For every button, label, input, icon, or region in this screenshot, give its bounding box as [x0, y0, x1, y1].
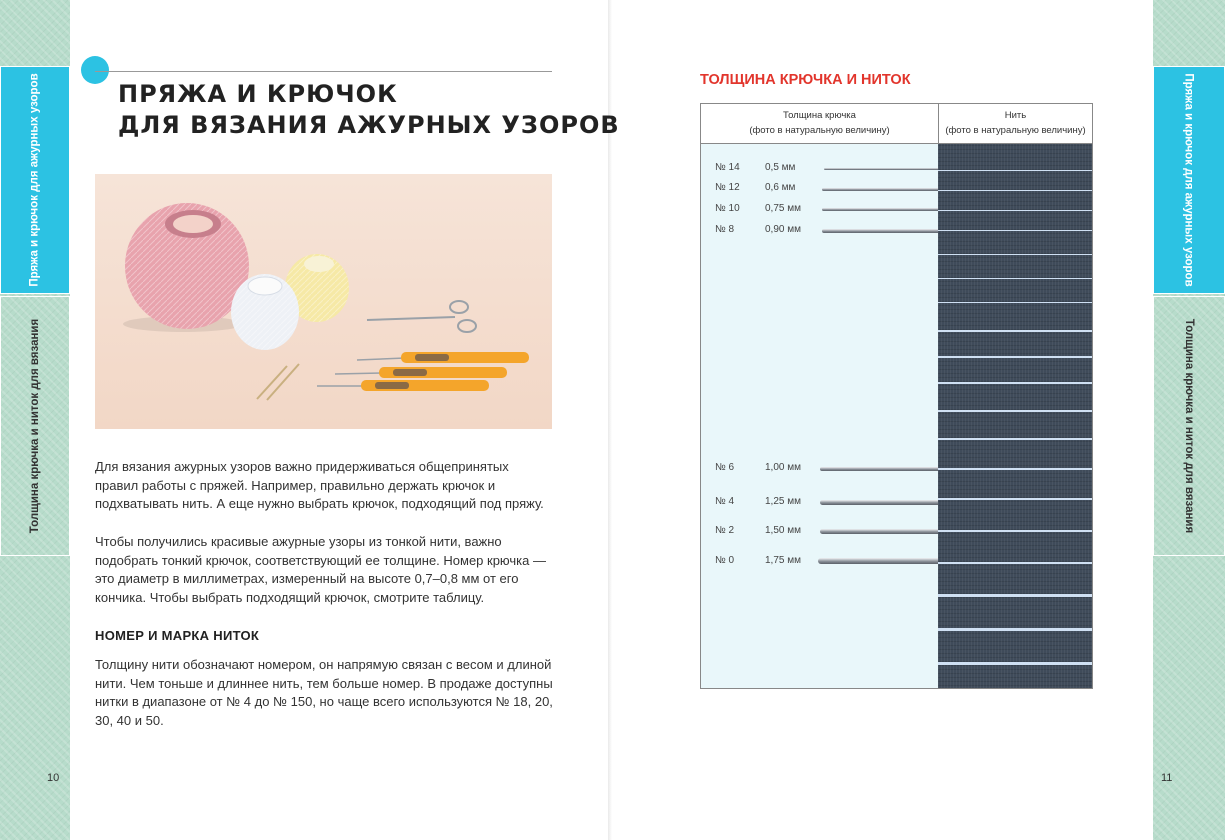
page-title — [118, 79, 620, 141]
hook-number: № 8 — [715, 224, 735, 235]
tab-label: Толщина крючка и ниток для вязания — [1183, 318, 1195, 534]
thread-sample — [938, 628, 1092, 631]
left-margin — [0, 0, 70, 840]
thread-sample — [938, 278, 1092, 279]
thread-sample — [938, 210, 1092, 211]
hook-photo — [822, 208, 938, 211]
hook-photo — [822, 229, 938, 233]
thread-sample — [938, 498, 1092, 500]
thread-sample — [938, 662, 1092, 665]
header-text: Толщина крючка — [783, 110, 856, 121]
hook-size: 1,25 мм — [765, 496, 801, 507]
thread-sample — [938, 330, 1092, 332]
tab-label: Пряжа и крючок для ажурных узоров — [1183, 73, 1196, 287]
tab-hook-thickness[interactable] — [0, 296, 70, 556]
hook-row — [701, 496, 938, 510]
hook-number: № 6 — [715, 462, 735, 473]
thread-sample — [938, 356, 1092, 358]
hook-photo — [824, 168, 938, 170]
hook-size: 0,90 мм — [765, 224, 801, 235]
hook-row — [701, 203, 938, 217]
header-text: Нить — [1004, 110, 1027, 121]
thread-sample — [938, 410, 1092, 412]
page-number-left: 10 — [47, 772, 60, 784]
hook-size: 1,00 мм — [765, 462, 801, 473]
thread-sample — [938, 302, 1092, 303]
hook-photo — [820, 467, 938, 471]
hook-number: № 12 — [715, 182, 740, 193]
thread-sample — [938, 438, 1092, 440]
hook-number: № 4 — [715, 496, 735, 507]
yarn-and-hooks-photo — [95, 174, 552, 429]
tab-yarn-and-hook[interactable] — [1153, 66, 1225, 294]
title-rule — [95, 71, 552, 72]
hook-row — [701, 182, 938, 196]
hook-thread-table — [700, 103, 1093, 689]
hook-number: № 0 — [715, 555, 735, 566]
accent-circle — [81, 56, 109, 84]
right-margin — [1153, 0, 1225, 840]
tab-label: Толщина крючка и ниток для вязания — [29, 318, 41, 534]
header-subtext: (фото в натуральную величину) — [749, 125, 890, 136]
hook-photo — [818, 558, 938, 564]
header-thread — [939, 108, 1092, 138]
hook-row — [701, 525, 938, 539]
hook-number: № 14 — [715, 162, 740, 173]
hook-photo — [820, 529, 938, 534]
thread-sample — [938, 562, 1092, 564]
thread-sample — [938, 382, 1092, 384]
hook-photo — [822, 188, 938, 191]
section-heading: НОМЕР И МАРКА НИТОК — [95, 628, 260, 643]
hook-number: № 2 — [715, 525, 735, 536]
hook-photo — [820, 500, 938, 505]
thread-sample — [938, 190, 1092, 191]
hook-size-paragraph: Чтобы получились красивые ажурные узоры из тонкой нити, важно подобрать тонкий крючок, соответствующий ее толщине. Номер крючка — это диаметр в миллиметрах, измеренный на высоте 0,7–0,8 мм от его кончика. Чтобы выбрать подходящий крючок, смотрите таблицу. — [95, 534, 546, 605]
photo-illustration — [95, 174, 552, 429]
thread-number-paragraph: Толщину нити обозначают номером, он напрямую связан с весом и длиной нити. Чем тоньше и длиннее нить, тем больше номер. В продаже доступны нитки в диапазоне от № 4 до № 150, но чаще всего используются № 18, 20, 30, 40 и 50. — [95, 657, 553, 728]
hook-row — [701, 224, 938, 238]
table-header — [701, 104, 1092, 144]
hook-number: № 10 — [715, 203, 740, 214]
hook-size: 0,6 мм — [765, 182, 796, 193]
thread-sample — [938, 594, 1092, 597]
hook-size: 0,75 мм — [765, 203, 801, 214]
intro-paragraph: Для вязания ажурных узоров важно придерживаться общепринятых правил работы с пряжей. Например, правильно держать крючок и подхватывать нить. А еще нужно выбрать крючок, подходящий под пряжу. — [95, 459, 544, 511]
hook-size: 1,75 мм — [765, 555, 801, 566]
header-subtext: (фото в натуральную величину) — [945, 125, 1086, 136]
title-line-1: ПРЯЖА И КРЮЧОК — [118, 80, 398, 108]
hook-row — [701, 162, 938, 176]
header-hook-thickness — [701, 108, 938, 138]
title-line-2: ДЛЯ ВЯЗАНИЯ АЖУРНЫХ УЗОРОВ — [118, 111, 620, 139]
tab-yarn-and-hook[interactable] — [0, 66, 70, 294]
thread-sample — [938, 254, 1092, 255]
hook-row — [701, 555, 938, 569]
thread-sample — [938, 530, 1092, 532]
tab-label: Пряжа и крючок для ажурных узоров — [29, 73, 42, 287]
hook-size: 1,50 мм — [765, 525, 801, 536]
tab-hook-thickness[interactable] — [1153, 296, 1225, 556]
thread-sample — [938, 230, 1092, 231]
thread-sample — [938, 170, 1092, 171]
page-number-right: 11 — [1161, 772, 1173, 784]
hook-size: 0,5 мм — [765, 162, 796, 173]
thread-sample — [938, 468, 1092, 470]
thread-samples — [938, 144, 1092, 689]
table-title: ТОЛЩИНА КРЮЧКА И НИТОК — [700, 72, 911, 88]
hook-row — [701, 462, 938, 476]
